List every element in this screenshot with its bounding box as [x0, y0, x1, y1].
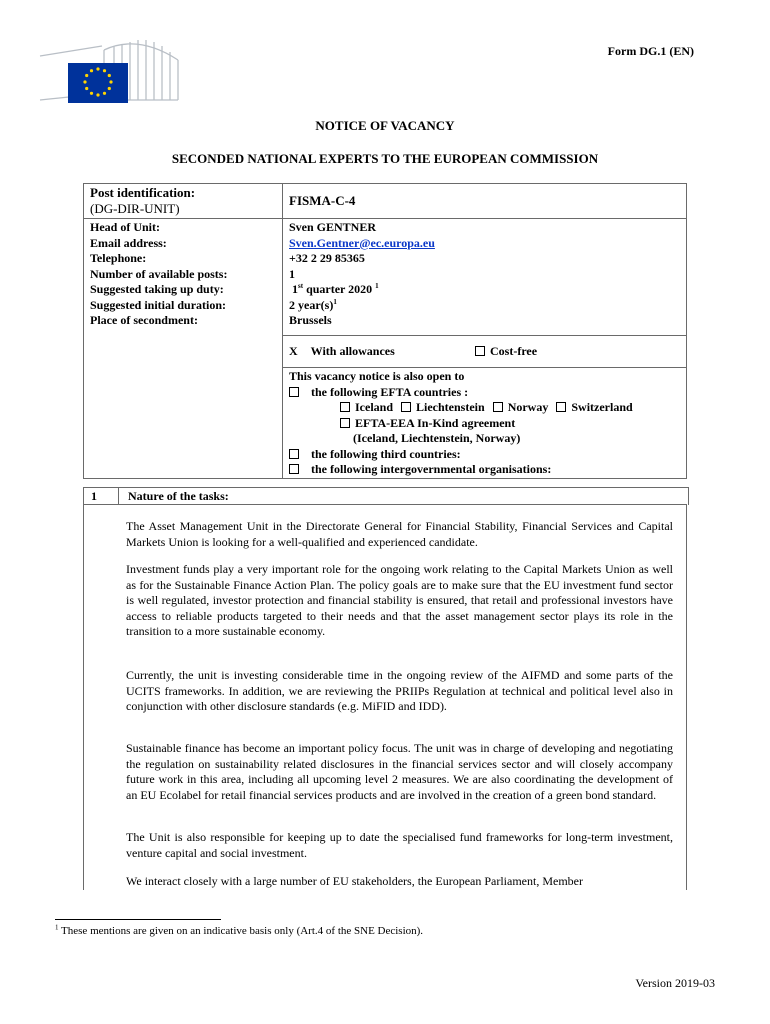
with-allowances-label: With allowances	[310, 344, 395, 358]
paragraph: Sustainable finance has become an important policy focus. The unit was in charge of developing and negotiating the regulation on sustainability related disclosures in the financial services sector and will closely accompany future work in this area, including all upcoming level 2 measures. We are also coordinating the development of an EU Ecolabel for retail financial services products and are involved in the creation of a green bond standard.	[126, 741, 673, 802]
email-link[interactable]: Sven.Gentner@ec.europa.eu	[289, 235, 435, 250]
third-countries-checkbox[interactable]	[289, 449, 299, 459]
post-identification-label-cell	[84, 184, 283, 219]
paragraph: Investment funds play a very important role for the ongoing work relating to the Capital Markets Union as well as for the Sustainable Finance Action Plan. The policy goals are to make sure that the EU investment fund sector is well regulated, investor protection and financial stability is ensured, that retail and professional investors have access to reliable products targeted to their needs and that the asset management sector plays its role in the transition to a more sustainable economy.	[126, 562, 673, 639]
duration-value: 2 $year(s)^1$	[289, 297, 337, 312]
page-title: NOTICE OF VACANCY	[315, 118, 455, 133]
paragraph: The Asset Management Unit in the Directorate General for Financial Stability, Financial Services and Capital Markets Union is looking for a well-qualified and experienced candidate.	[126, 519, 673, 549]
efta-eea-checkbox[interactable]	[340, 418, 350, 428]
open-to-intro: This vacancy notice is also open to	[289, 369, 465, 383]
taking-up-duty-value: 1st quarter 2020 $^1$	[292, 282, 379, 296]
telephone-value: +32 2 29 85365	[289, 251, 365, 265]
post-identification-value-cell	[283, 184, 687, 219]
initial-duration-label: Suggested initial duration:	[90, 297, 227, 312]
section-title: Nature of the tasks:	[128, 489, 229, 503]
switzerland-checkbox[interactable]	[556, 402, 566, 412]
liechtenstein-checkbox[interactable]	[401, 402, 411, 412]
details-values-cell	[283, 219, 687, 336]
footnote-ref: 1	[375, 282, 379, 290]
vacancy-info-table	[83, 183, 687, 479]
page-subtitle: SECONDED NATIONAL EXPERTS TO THE EUROPEAN COMMISSION	[171, 151, 599, 166]
efta-eea-countries: (Iceland, Liechtenstein, Norway)	[353, 431, 521, 445]
section-header	[83, 487, 689, 505]
open-to-cell	[283, 368, 687, 479]
available-posts-value: 1	[289, 266, 295, 281]
dg-dir-unit-label: (DG-DIR-UNIT)	[90, 201, 180, 216]
telephone-label: Telephone:	[90, 251, 147, 265]
head-of-unit-label: Head of Unit:	[90, 220, 160, 234]
head-of-unit-value: Sven GENTNER	[289, 220, 377, 234]
footnote: $^1$ These mentions are given on an indicative basis only (Art.4 of the SNE Decision).	[55, 923, 424, 937]
taking-up-duty-label: Suggested taking up duty:	[90, 282, 224, 296]
liechtenstein-label: Liechtenstein	[416, 400, 485, 414]
section-body	[83, 504, 687, 890]
available-posts-label: Number of available posts:	[90, 266, 228, 281]
email-label: Email address:	[90, 235, 167, 250]
footnote-separator	[55, 919, 221, 920]
cost-free-checkbox[interactable]	[475, 346, 485, 356]
paragraph: Currently, the unit is investing considerable time in the ongoing review of the AIFMD and some parts of the UCITS frameworks. In addition, we are reviewing the PRIIPs Regulation at technical and political level also in conjunction with other disclosure standards (e.g. MiFID and IDD).	[126, 668, 673, 714]
allowances-cell	[283, 336, 687, 368]
footnote-ref: 1	[333, 297, 337, 306]
place-of-secondment-label: Place of secondment:	[90, 313, 198, 327]
efta-eea-label: EFTA-EEA In-Kind agreement	[355, 415, 516, 430]
efta-label: the following EFTA countries :	[311, 384, 469, 399]
post-identification-label: Post identification:	[90, 185, 196, 200]
third-countries-label: the following third countries:	[311, 446, 461, 461]
iceland-checkbox[interactable]	[340, 402, 350, 412]
intergov-checkbox[interactable]	[289, 464, 299, 474]
with-allowances-checkbox[interactable]: X	[289, 344, 298, 358]
norway-checkbox[interactable]	[493, 402, 503, 412]
norway-label: Norway	[507, 400, 549, 414]
version-label: Version 2019-03	[635, 976, 715, 990]
intergov-label: the following intergovernmental organisations:	[311, 462, 552, 476]
switzerland-label: Switzerland	[571, 400, 633, 414]
form-id: Form DG.1 (EN)	[607, 44, 694, 58]
paragraph: We interact closely with a large number of EU stakeholders, the European Parliament, Member	[126, 874, 583, 888]
cost-free-label: Cost-free	[490, 344, 538, 358]
efta-checkbox[interactable]	[289, 387, 299, 397]
post-identification-value: FISMA-C-4	[289, 193, 356, 208]
paragraph: The Unit is also responsible for keeping up to date the specialised fund frameworks for long-term investment, venture capital and social investment.	[126, 830, 673, 860]
section-number: 1	[84, 488, 119, 505]
place-value: Brussels	[289, 313, 332, 327]
iceland-label: Iceland	[355, 400, 394, 414]
european-commission-logo	[38, 38, 180, 106]
details-labels-cell	[84, 219, 283, 479]
